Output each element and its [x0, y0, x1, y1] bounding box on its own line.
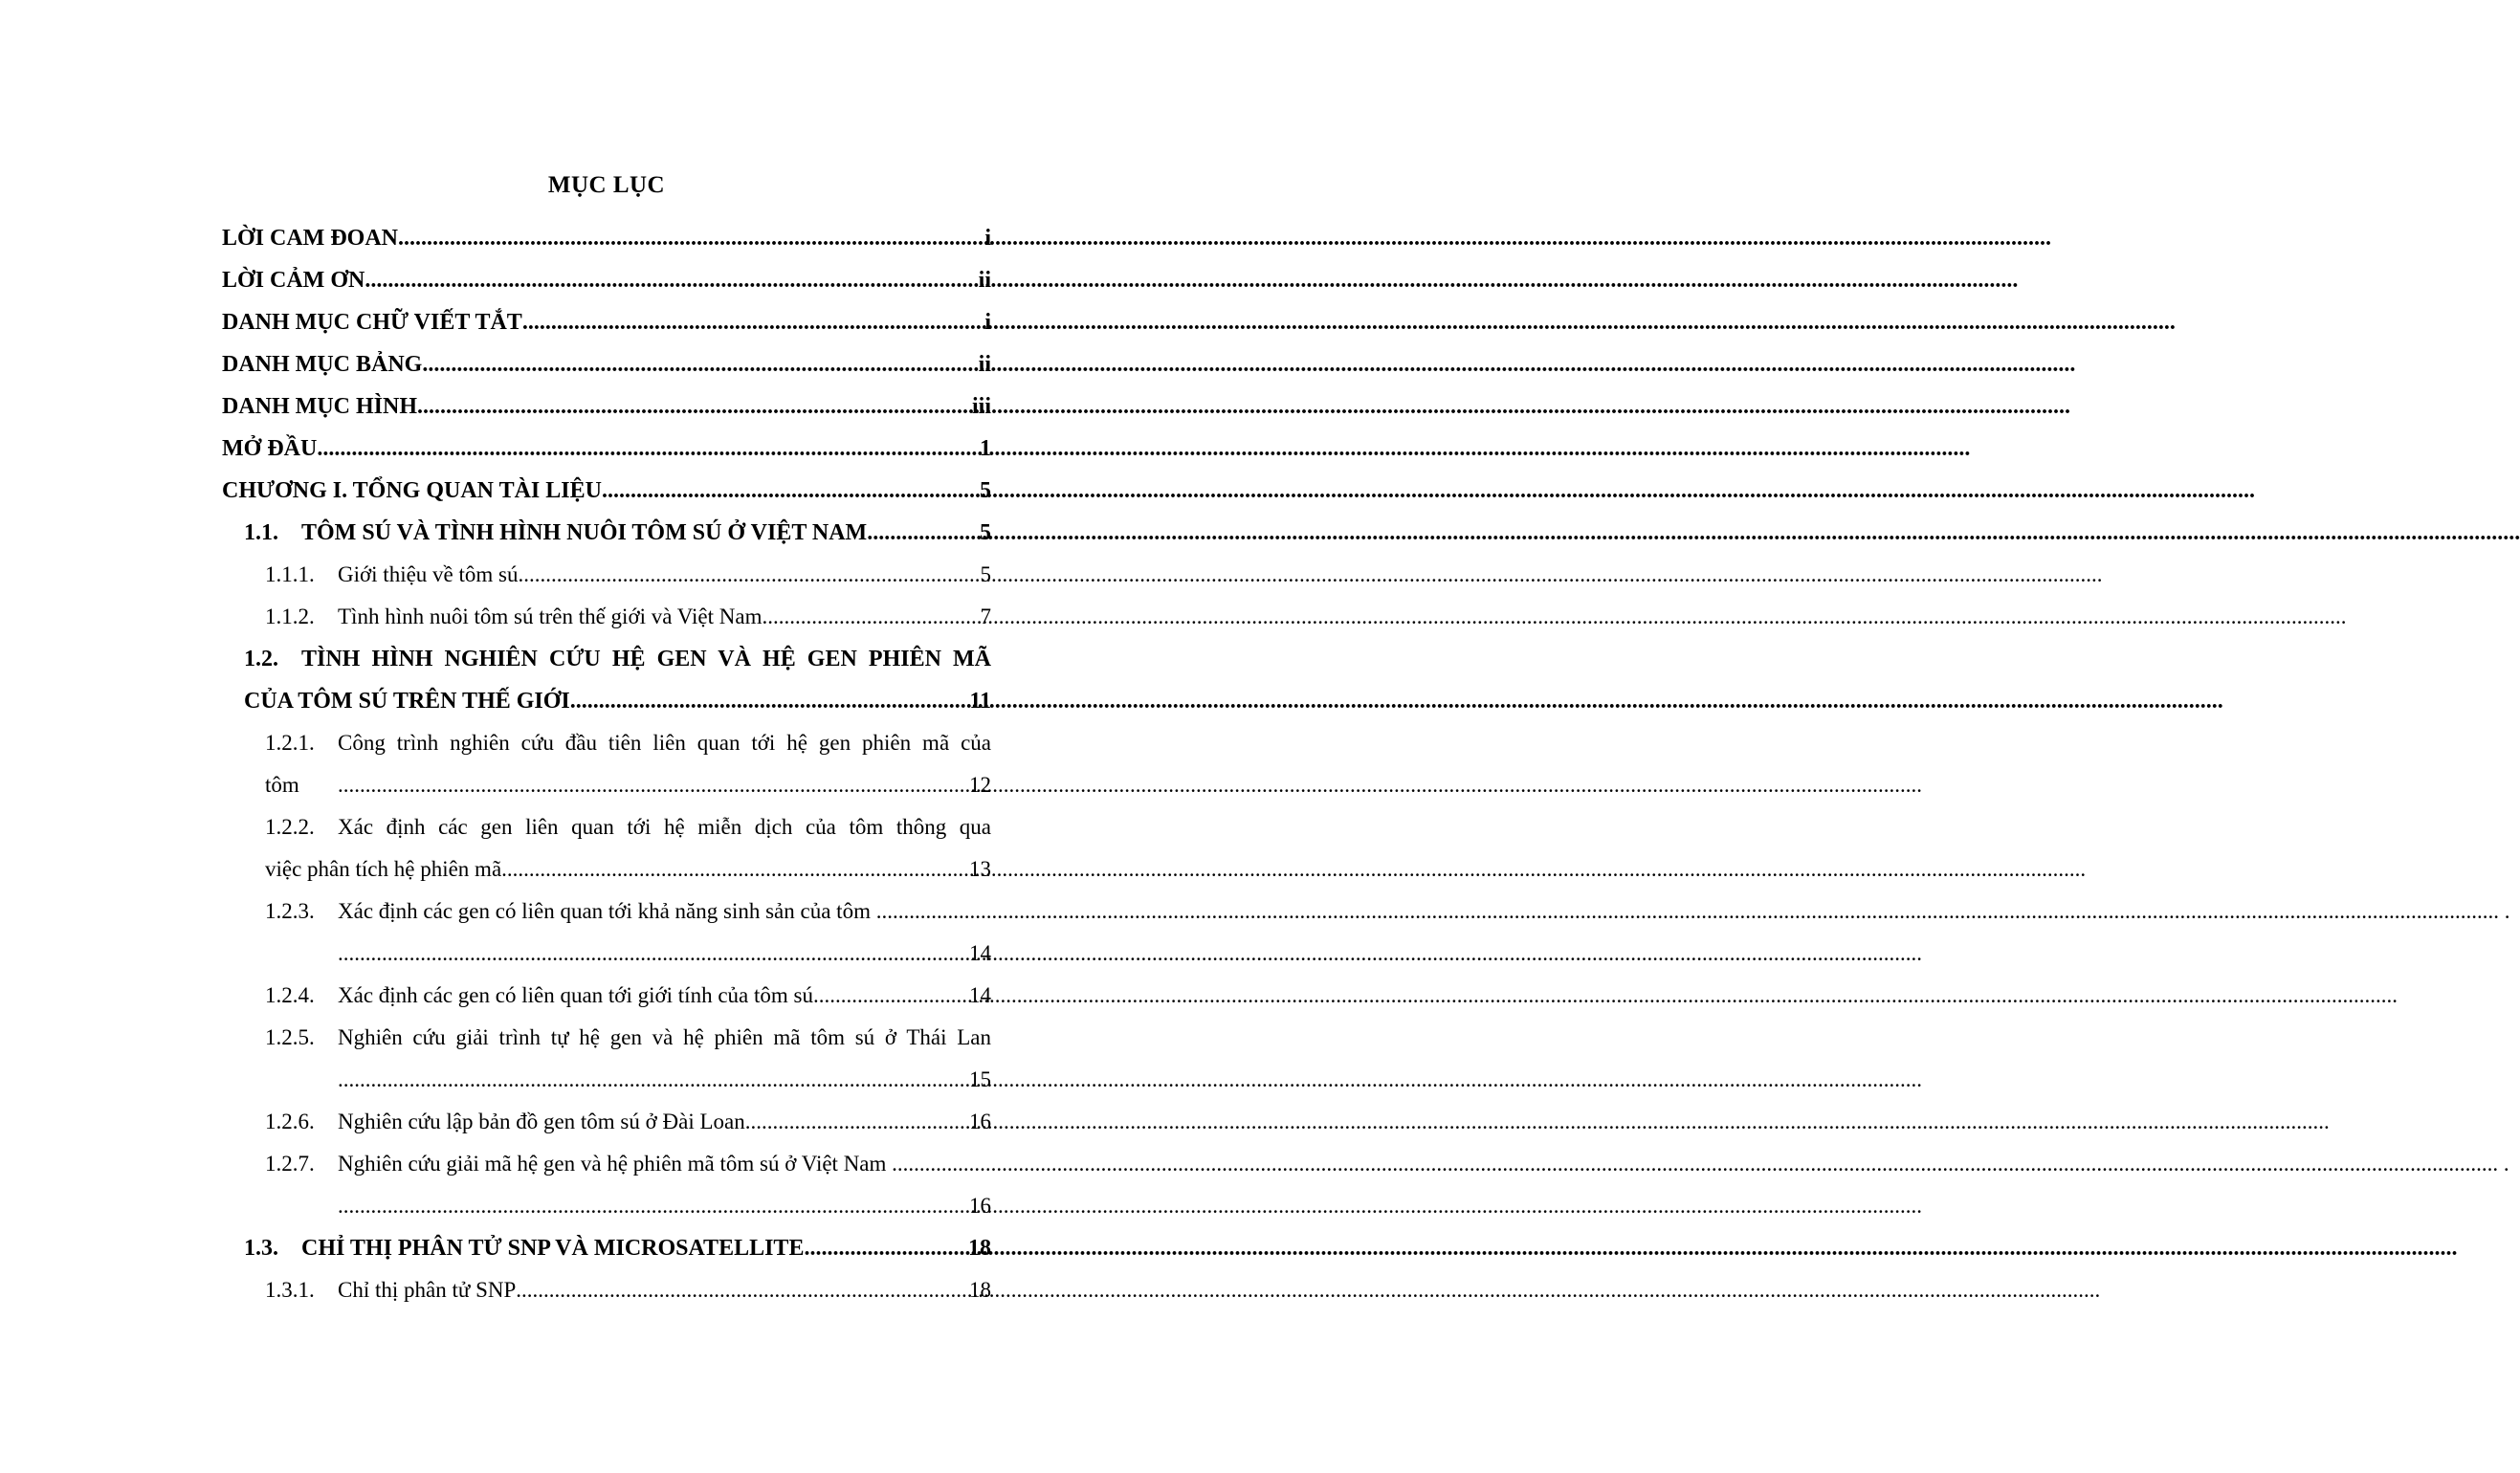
toc-entry-1-1-1[interactable] [265, 559, 991, 591]
toc-entry-text: Xác định các gen liên quan tới hệ miễn dịch của tôm thông qua [338, 815, 991, 839]
toc-page-number: ii [978, 268, 991, 293]
toc-entry-text: Nghiên cứu lập bản đồ gen tôm sú ở Đài Loan [338, 1110, 745, 1133]
toc-page-number: 7 [980, 605, 991, 628]
toc-section-number: 1.2.5. [265, 1025, 315, 1049]
toc-entry-1-3-1[interactable] [265, 1274, 991, 1307]
dot-leader [813, 979, 969, 1012]
dot-leader [317, 432, 980, 465]
toc-section-number: 1.2.3. [265, 899, 315, 923]
dot-leader [501, 853, 969, 886]
toc-entry-text: Nghiên cứu giải mã hệ gen và hệ phiên mã tôm sú ở Việt Nam [338, 1152, 887, 1176]
toc-entry-1-2-line1[interactable] [244, 643, 991, 675]
toc-entry-text: CHỈ THỊ PHÂN TỬ SNP VÀ MICROSATELLITE [301, 1236, 805, 1261]
dot-leader: .... ..... [886, 1148, 2498, 1180]
dot-leader [516, 1274, 969, 1307]
dot-leader [338, 769, 969, 802]
dot-leader [804, 1232, 968, 1264]
toc-entry-1-2-2-line1[interactable] [265, 811, 991, 844]
toc-entry-loi-cam-on[interactable] [222, 264, 991, 297]
toc-page-number: 5 [980, 562, 991, 586]
toc-entry-1-2-1-line1[interactable] [265, 727, 991, 759]
toc-entry-1-2-4[interactable] [265, 979, 991, 1012]
toc-section-number: 1.2.6. [265, 1110, 315, 1133]
toc-page-number: 5 [980, 478, 991, 503]
toc-page-number: 14 [969, 983, 991, 1007]
toc-page-number: i [984, 310, 991, 335]
toc-entry-text: việc phân tích hệ phiên mã [265, 857, 502, 881]
toc-entry-text: Giới thiệu về tôm sú [338, 562, 519, 586]
dot-leader [602, 474, 980, 507]
toc-entry-1-2-7-line1[interactable] [265, 1148, 2509, 1180]
toc-entry-text: CỦA TÔM SÚ TRÊN THẾ GIỚI [244, 689, 570, 714]
toc-entry-text: Chỉ thị phân tử SNP [338, 1278, 517, 1302]
toc-entry-text: CHƯƠNG I. TỔNG QUAN TÀI LIỆU [222, 478, 602, 503]
toc-entry-text: TÔM SÚ VÀ TÌNH HÌNH NUÔI TÔM SÚ Ở VIỆT NAM [301, 520, 868, 545]
toc-page-number: i [984, 226, 991, 251]
dot-leader [518, 559, 980, 591]
toc-page-number: 11 [969, 689, 991, 714]
toc-entry-text: tôm [265, 773, 299, 797]
toc-entry-text: Công trình nghiên cứu đầu tiên liên quan tới hệ gen phiên mã của [338, 731, 991, 755]
toc-entry-1-2-line2[interactable] [244, 685, 991, 717]
toc-section-number: 1.2.4. [265, 983, 315, 1007]
toc-section-number: 1.3. [244, 1236, 278, 1261]
toc-page-number: ii [978, 352, 991, 377]
toc-entry-chuong-1[interactable] [222, 474, 991, 507]
dot-leader [338, 937, 969, 970]
toc-entry-1-2-6[interactable] [265, 1106, 991, 1138]
toc-entry-mo-dau[interactable] [222, 432, 991, 465]
toc-page-number: 13 [969, 857, 991, 881]
toc-entry-1-2-5-line1[interactable] [265, 1022, 991, 1054]
toc-entry-text: LỜI CẢM ƠN [222, 268, 365, 293]
dot-leader [522, 306, 985, 339]
dot-leader: ....... ..... [871, 895, 2499, 928]
toc-page-number: 16 [969, 1110, 991, 1133]
toc-page-number: 18 [969, 1278, 991, 1302]
toc-entry-danh-muc-bang[interactable] [222, 348, 991, 381]
dot-leader [398, 222, 984, 254]
toc-entry-1-1[interactable] [244, 517, 991, 549]
toc-section-number: 1.1.1. [265, 562, 315, 586]
toc-entry-1-2-3-line2[interactable] [338, 937, 991, 970]
dot-leader [745, 1106, 969, 1138]
toc-section-number: 1.3.1. [265, 1278, 315, 1302]
toc-continuation-dot: . [2498, 1152, 2509, 1176]
toc-entry-1-2-3-line1[interactable] [265, 895, 2510, 928]
toc-page-number: 5 [980, 520, 991, 545]
toc-entry-text: Xác định các gen có liên quan tới giới tính của tôm sú [338, 983, 813, 1007]
toc-section-number: 1.2.2. [265, 815, 315, 839]
toc-page-number: 14 [969, 941, 991, 965]
toc-continuation-dot: . [2498, 899, 2510, 923]
toc-entry-1-1-2[interactable] [265, 601, 991, 633]
toc-page-number: 12 [969, 773, 991, 797]
dot-leader [338, 1190, 969, 1222]
dot-leader [417, 390, 972, 423]
dot-leader [762, 601, 980, 633]
toc-entry-1-2-7-line2[interactable] [338, 1190, 991, 1222]
dot-leader [570, 685, 970, 717]
dot-leader [867, 517, 980, 549]
toc-entry-text: TÌNH HÌNH NGHIÊN CỨU HỆ GEN VÀ HỆ GEN PHIÊN MÃ [301, 647, 991, 671]
toc-entry-text: Xác định các gen có liên quan tới khả năng sinh sản của tôm [338, 899, 871, 923]
toc-entry-danh-muc-hinh[interactable] [222, 390, 991, 423]
toc-page-number: 18 [968, 1236, 991, 1261]
toc-page-number: 15 [969, 1067, 991, 1091]
dot-leader [365, 264, 978, 297]
toc-page-number: 1 [980, 436, 991, 461]
page-title: MỤC LỤC [547, 172, 666, 198]
toc-entry-text: Nghiên cứu giải trình tự hệ gen và hệ phiên mã tôm sú ở Thái Lan [338, 1025, 991, 1049]
toc-section-number: 1.2. [244, 647, 278, 671]
toc-entry-danh-muc-chu-viet-tat[interactable] [222, 306, 991, 339]
toc-entry-1-2-5-line2[interactable] [338, 1064, 991, 1096]
toc-entry-1-3[interactable] [244, 1232, 991, 1264]
toc-entry-1-2-2-line2[interactable] [265, 853, 991, 886]
toc-entry-text: DANH MỤC BẢNG [222, 352, 423, 377]
toc-page-number: 16 [969, 1194, 991, 1218]
toc-entry-text: MỞ ĐẦU [222, 436, 318, 461]
toc-entry-1-2-1-line2[interactable] [265, 769, 991, 802]
toc-section-number: 1.2.7. [265, 1152, 315, 1176]
toc-section-number: 1.1. [244, 520, 278, 545]
toc-entry-text: DANH MỤC CHỮ VIẾT TẮT [222, 310, 522, 335]
dot-leader [338, 1064, 969, 1096]
toc-section-number: 1.1.2. [265, 605, 315, 628]
toc-entry-text: DANH MỤC HÌNH [222, 394, 417, 419]
toc-page-number: iii [971, 394, 991, 419]
dot-leader [422, 348, 978, 381]
toc-section-number: 1.2.1. [265, 731, 315, 755]
toc-entry-loi-cam-doan[interactable] [222, 222, 991, 254]
toc-entry-text: Tình hình nuôi tôm sú trên thế giới và Việt Nam [338, 605, 763, 628]
toc-entry-text: LỜI CAM ĐOAN [222, 226, 398, 251]
